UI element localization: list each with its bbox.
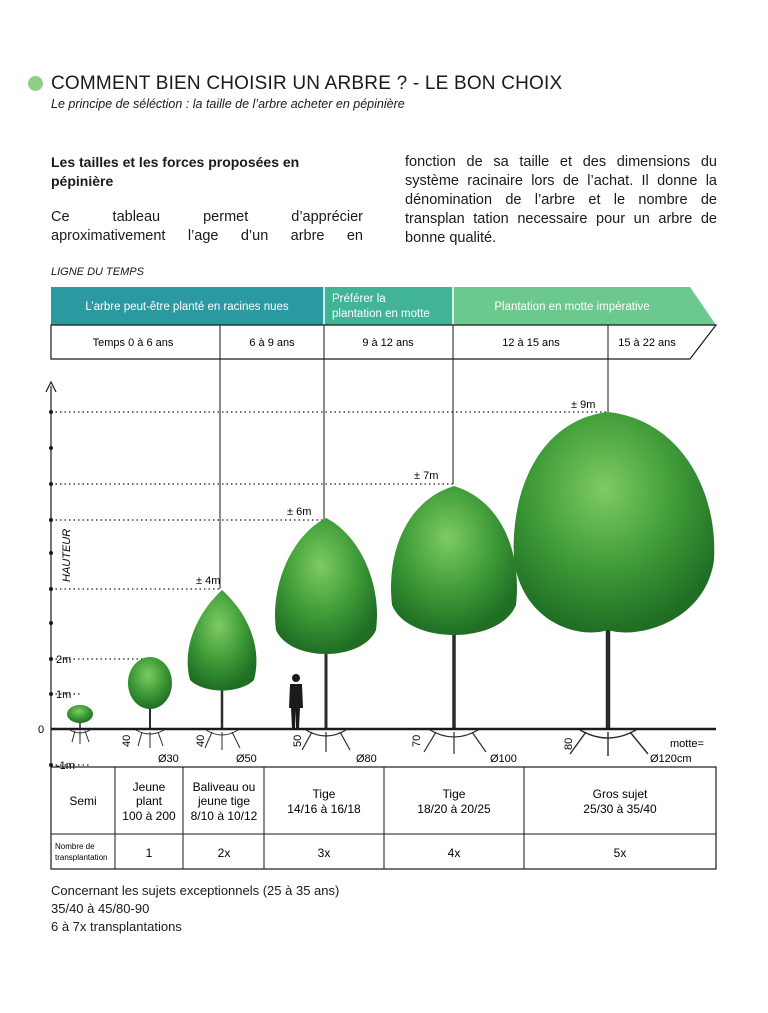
axis-label-height: HAUTEUR: [61, 528, 73, 582]
phase-label-prefer-line1: Préférer la: [332, 293, 386, 305]
category-large-specimen-size: 25/30 à 35/40: [583, 802, 657, 816]
axis-tick-minus-1m: -1m: [56, 760, 75, 772]
category-standard-small-size: 14/16 à 16/18: [287, 802, 361, 816]
root-depth-standard-large: 70: [411, 734, 423, 747]
transplant-header-line1: Nombre de: [55, 842, 95, 851]
period-0-6: Temps 0 à 6 ans: [92, 337, 174, 349]
tree-large-specimen: [514, 412, 715, 756]
transplant-count-sapling: 2x: [217, 846, 231, 860]
timeline-phase-bar: [51, 287, 716, 325]
tree-semi: [67, 705, 93, 744]
timeline-periods-row: [51, 325, 716, 359]
axis-tick-1m: 1m: [56, 689, 72, 701]
category-standard-small: Tige: [312, 787, 336, 801]
footer-line-3: 6 à 7x transplantations: [51, 919, 182, 934]
root-depth-sapling: 40: [195, 734, 207, 747]
category-sapling-line1: Baliveau ou: [192, 780, 256, 794]
transplant-count-standard-large: 4x: [447, 846, 461, 860]
category-young-plant-line2: plant: [135, 794, 163, 808]
root-depth-standard-small: 50: [292, 734, 304, 747]
root-diameter-sapling: Ø50: [236, 753, 257, 765]
period-9-12: 9 à 12 ans: [362, 337, 414, 349]
height-label-7m: ± 7m: [414, 470, 439, 482]
phase-label-prefer-line2: plantation en motte: [332, 308, 430, 320]
category-standard-large-size: 18/20 à 20/25: [417, 802, 491, 816]
intro-paragraph-left: Ce tableau permet d’apprécier aproximativement l’age d’un arbre en: [51, 209, 363, 244]
tree-young-plant: [128, 657, 172, 748]
tree-category-table: [51, 767, 716, 869]
root-diameter-standard-small: Ø80: [356, 753, 377, 765]
transplant-count-large-specimen: 5x: [613, 846, 627, 860]
period-12-15: 12 à 15 ans: [502, 337, 560, 349]
page-subtitle: Le principe de séléction : la taille de l’arbre acheter en pépinière: [51, 97, 405, 111]
height-label-6m: ± 6m: [287, 506, 312, 518]
category-large-specimen: Gros sujet: [592, 787, 648, 801]
category-sapling-line2: jeune tige: [197, 794, 251, 808]
period-6-9: 6 à 9 ans: [249, 337, 295, 349]
footer-line-1: Concernant les sujets exceptionnels (25 à 35 ans): [51, 883, 340, 898]
tree-sapling: [188, 590, 257, 750]
phase-label-bare-root: L’arbre peut-être planté en racines nues: [85, 301, 289, 313]
page-title: COMMENT BIEN CHOISIR UN ARBRE ? - LE BON CHOIX: [51, 73, 563, 94]
root-depth-large-specimen: 80: [563, 737, 575, 750]
tree-standard-large: [391, 486, 517, 754]
person-silhouette: [289, 674, 303, 728]
root-diameter-young-plant: Ø30: [158, 753, 179, 765]
category-young-plant-line1: Jeune: [132, 780, 166, 794]
axis-zero-label: 0: [38, 724, 45, 736]
category-semi: Semi: [69, 794, 97, 808]
height-label-9m: ± 9m: [571, 399, 596, 411]
transplant-count-standard-small: 3x: [317, 846, 331, 860]
root-ball-label: motte=: [670, 738, 704, 750]
period-15-22: 15 à 22 ans: [618, 337, 676, 349]
phase-label-required: Plantation en motte impérative: [494, 301, 650, 313]
height-label-4m: ± 4m: [196, 575, 221, 587]
transplant-header-line2: transplantation: [55, 853, 108, 862]
footer-line-2: 35/40 à 45/80-90: [51, 901, 150, 916]
footer-note: [51, 882, 339, 936]
transplant-count-young-plant: 1: [145, 846, 153, 860]
root-depth-young-plant: 40: [121, 734, 133, 747]
timeline-label: LIGNE DU TEMPS: [51, 266, 144, 278]
category-young-plant-size: 100 à 200: [122, 809, 176, 823]
tree-standard-small: [275, 518, 377, 752]
intro-paragraph-right: fonction de sa taille et des dimensions du système racinaire lors de l’achat. Il donne la dénomination de l’arbre et le nombre de transplan tation necessaire pour un arbre de bonne qualité.: [405, 154, 717, 246]
axis-tick-2m: 2m: [56, 654, 72, 666]
category-standard-large: Tige: [442, 787, 466, 801]
root-diameter-standard-large: Ø100: [490, 753, 517, 765]
root-diameter-large-specimen: Ø120cm: [650, 753, 692, 765]
category-sapling-size: 8/10 à 10/12: [190, 809, 258, 823]
section-heading: Les tailles et les forces proposées en pépinière: [51, 154, 300, 189]
